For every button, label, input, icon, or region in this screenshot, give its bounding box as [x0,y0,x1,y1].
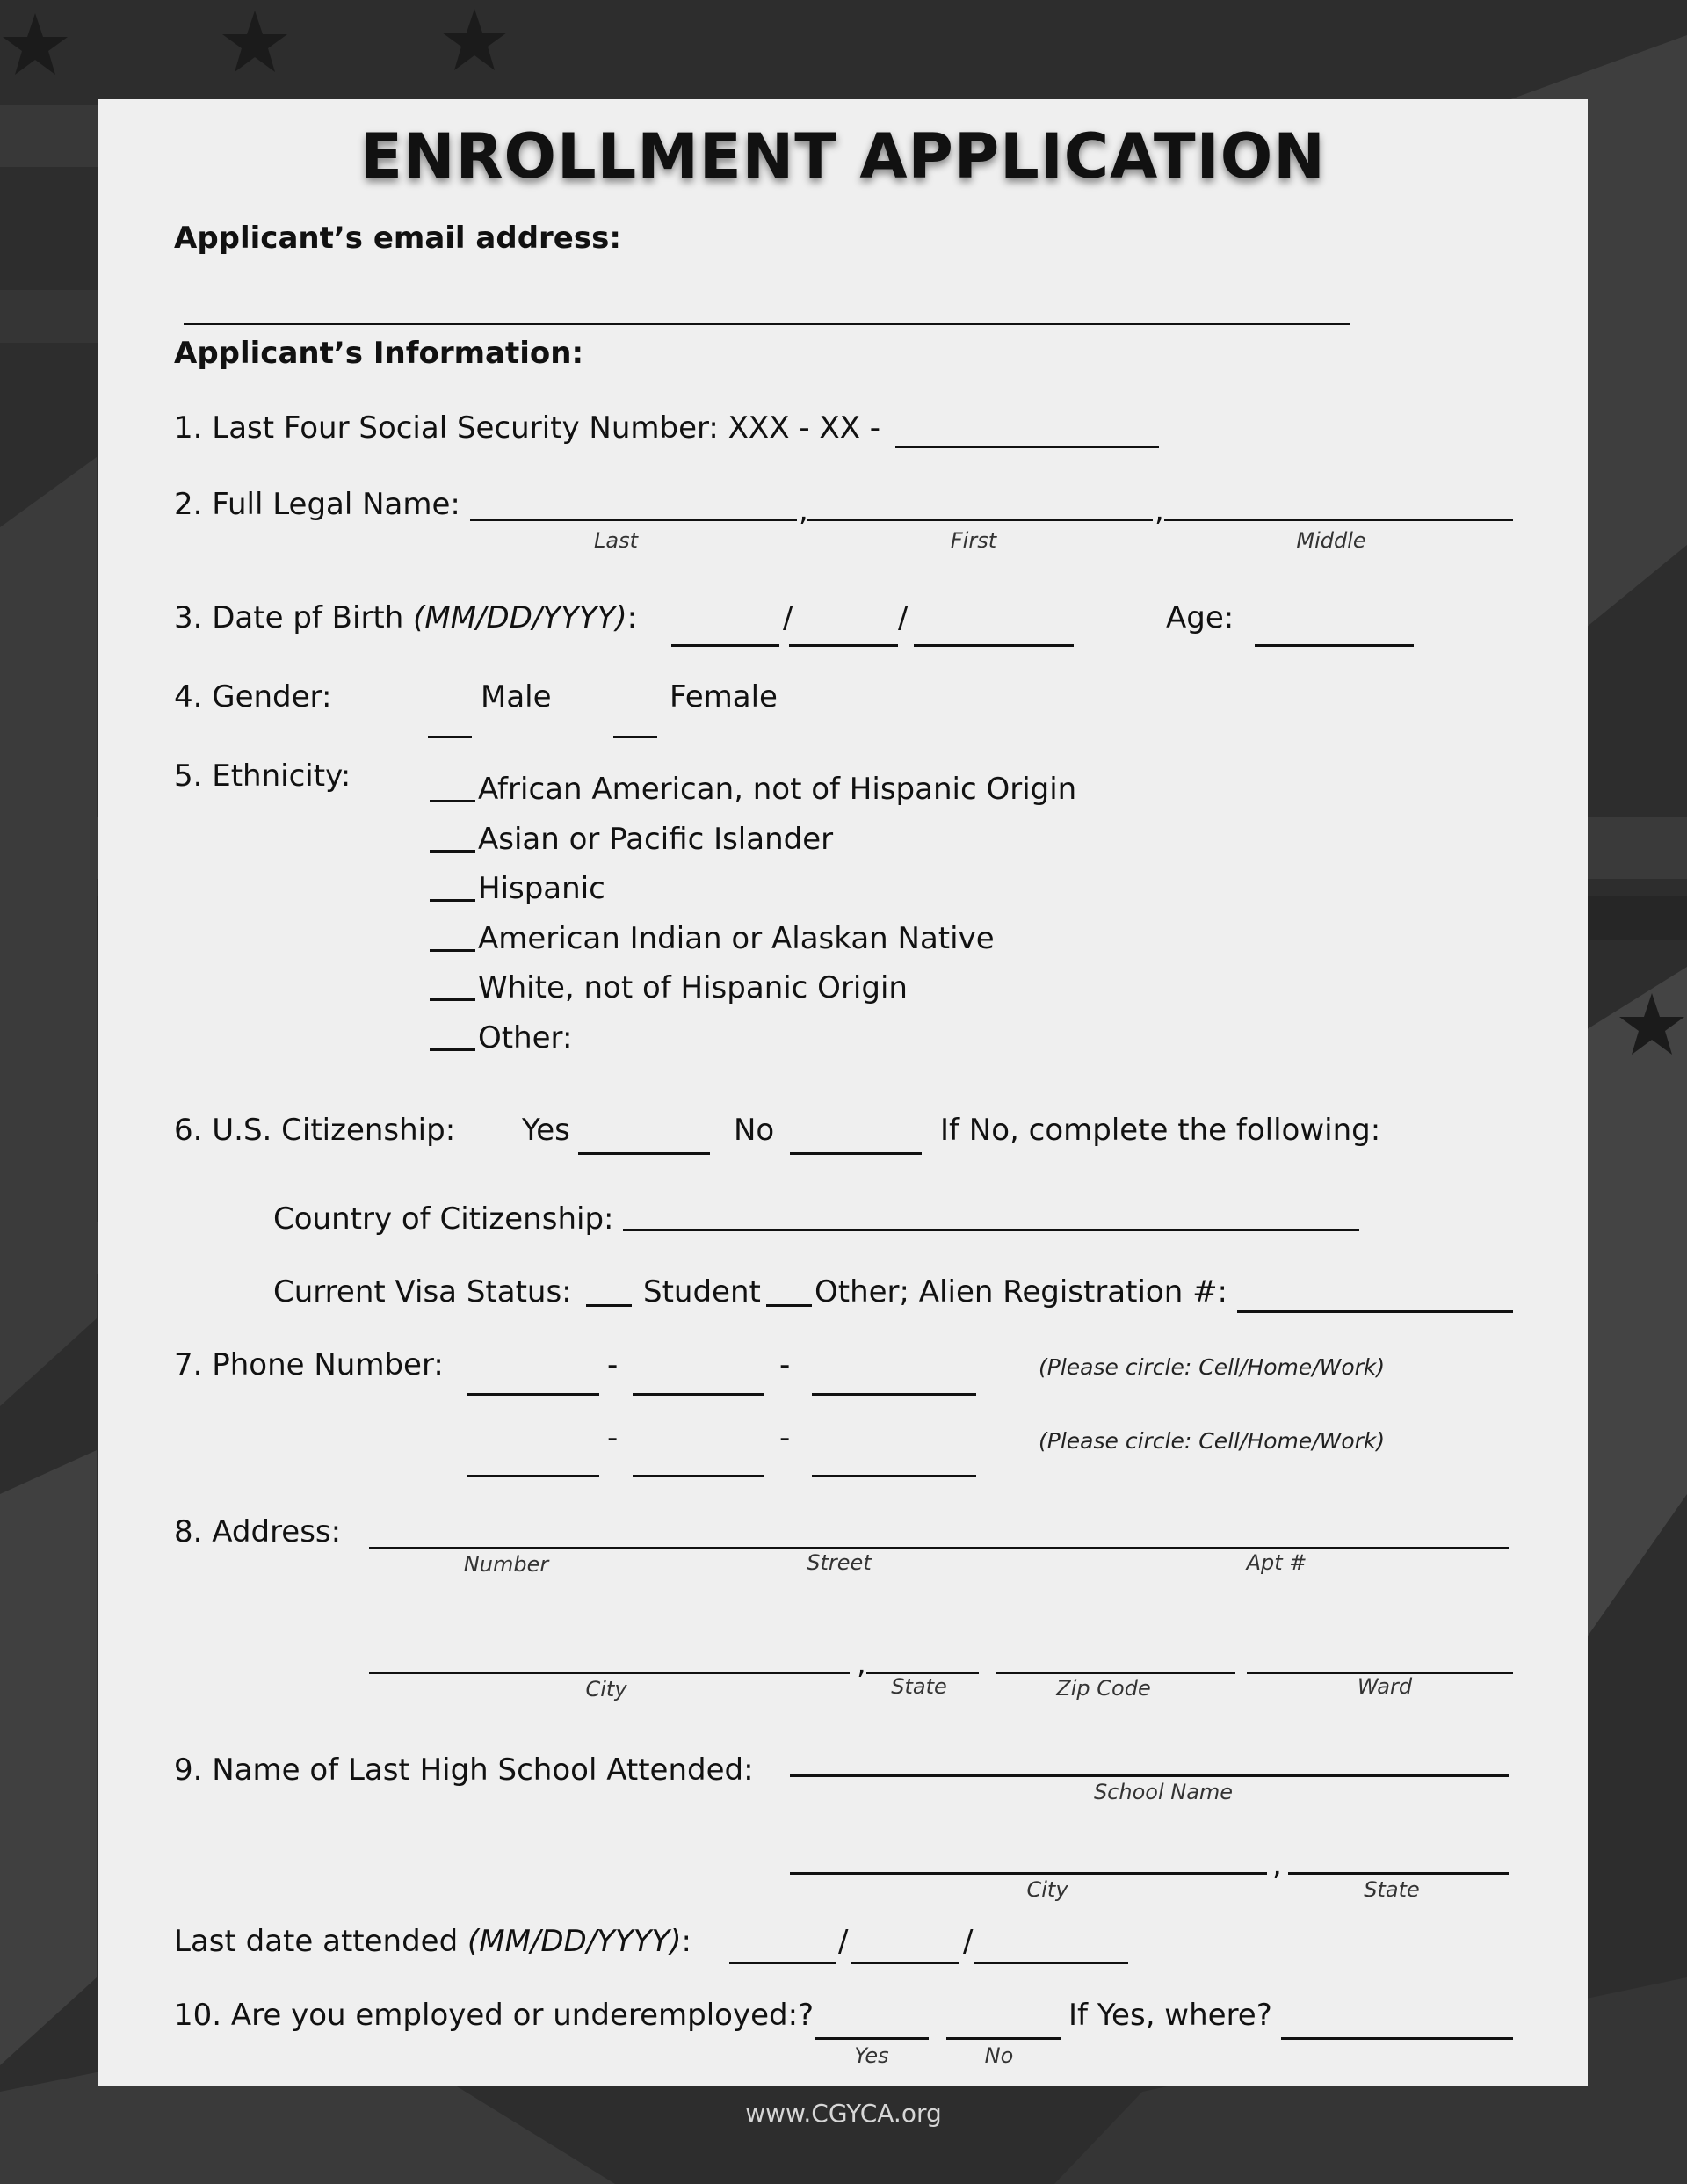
dob-month-input-line[interactable] [671,644,779,647]
dob-label: 3. Date pf Birth (MM/DD/YYYY): [174,600,638,635]
state-caption: State [891,1674,947,1699]
address-comma: , [857,1646,866,1681]
female-checkbox-line[interactable] [613,736,657,738]
phone-dash: - [607,1347,619,1382]
phone-prefix-input-line[interactable] [633,1475,764,1477]
dob-slash: / [783,600,793,635]
male-option: Male [481,679,552,715]
visa-student-checkbox-line[interactable] [586,1304,632,1307]
phone-dash: - [779,1347,791,1382]
name-comma: , [799,493,808,528]
ssn-label: 1. Last Four Social Security Number: XXX - XX - [174,410,881,446]
employment-if-yes: If Yes, where? [1068,1998,1272,2033]
school-city-input-line[interactable] [790,1872,1267,1875]
city-caption: City [585,1677,627,1701]
employment-yes-caption: Yes [854,2043,889,2068]
ward-caption: Ward [1357,1674,1413,1699]
email-label: Applicant’s email address: [174,221,621,256]
female-option: Female [670,679,778,715]
dob-day-input-line[interactable] [789,644,898,647]
employment-no-input-line[interactable] [946,2037,1061,2040]
apt-caption: Apt # [1246,1550,1307,1575]
last-date-day-input-line[interactable] [851,1962,959,1964]
visa-student: Student [643,1274,761,1310]
visa-other-checkbox-line[interactable] [766,1304,812,1307]
street-caption: Street [807,1550,872,1575]
ethnicity-checkbox-line[interactable] [430,899,475,902]
country-input-line[interactable] [623,1229,1359,1231]
last-date-label: Last date attended (MM/DD/YYYY): [174,1924,691,1959]
application-form [98,99,1588,2086]
phone-circle-note: (Please circle: Cell/Home/Work) [1039,1428,1386,1454]
ethnicity-option: Hispanic [478,871,605,906]
visa-other: Other; Alien Registration #: [815,1274,1228,1310]
ssn-input-line[interactable] [895,446,1159,448]
school-name-input-line[interactable] [790,1774,1509,1777]
website-footer: www.CGYCA.org [745,2099,942,2128]
street-address-input-line[interactable] [369,1547,1509,1549]
citizenship-label: 6. U.S. Citizenship: [174,1113,456,1148]
citizenship-yes-input-line[interactable] [578,1152,710,1155]
employment-yes-input-line[interactable] [815,2037,929,2040]
ethnicity-checkbox-line[interactable] [430,1048,475,1051]
middle-name-input-line[interactable] [1164,519,1513,521]
first-name-input-line[interactable] [807,519,1153,521]
last-date-month-input-line[interactable] [729,1962,836,1964]
last-name-input-line[interactable] [470,519,797,521]
ethnicity-option: American Indian or Alaskan Native [478,921,995,956]
ethnicity-option: White, not of Hispanic Origin [478,970,908,1005]
phone-circle-note: (Please circle: Cell/Home/Work) [1039,1354,1386,1380]
email-input-line[interactable] [184,323,1350,325]
info-heading: Applicant’s Information: [174,336,584,371]
phone-line-input-line[interactable] [812,1393,976,1396]
number-caption: Number [463,1552,549,1577]
ethnicity-option: Asian or Pacific Islander [478,822,834,857]
ethnicity-checkbox-line[interactable] [430,850,475,853]
ethnicity-option: African American, not of Hispanic Origin [478,772,1077,807]
citizenship-if-no: If No, complete the following: [940,1113,1381,1148]
first-caption: First [950,528,997,553]
phone-prefix-input-line[interactable] [633,1393,764,1396]
last-date-slash: / [963,1924,974,1959]
school-state-caption: State [1364,1877,1420,1902]
country-label: Country of Citizenship: [273,1201,614,1237]
school-state-input-line[interactable] [1288,1872,1509,1875]
city-input-line[interactable] [369,1672,850,1674]
phone-dash: - [779,1420,791,1455]
school-comma: , [1272,1847,1282,1883]
name-comma: , [1155,493,1164,528]
ethnicity-option: Other: [478,1020,573,1056]
citizenship-yes: Yes [522,1113,570,1148]
phone-label: 7. Phone Number: [174,1347,444,1382]
dob-slash: / [898,600,909,635]
address-label: 8. Address: [174,1514,342,1549]
ethnicity-checkbox-line[interactable] [430,998,475,1001]
full-name-label: 2. Full Legal Name: [174,487,460,522]
school-name-caption: School Name [1093,1780,1234,1804]
dob-year-input-line[interactable] [914,644,1074,647]
employment-label: 10. Are you employed or underemployed:? [174,1998,815,2033]
zip-caption: Zip Code [1056,1676,1151,1701]
employment-where-input-line[interactable] [1281,2037,1513,2040]
phone-line-input-line[interactable] [812,1475,976,1477]
phone-area-input-line[interactable] [467,1393,599,1396]
zip-input-line[interactable] [996,1672,1235,1674]
school-city-caption: City [1026,1877,1068,1902]
last-date-slash: / [838,1924,849,1959]
alien-registration-input-line[interactable] [1237,1310,1513,1313]
last-caption: Last [594,528,638,553]
ethnicity-checkbox-line[interactable] [430,949,475,952]
phone-area-input-line[interactable] [467,1475,599,1477]
middle-caption: Middle [1296,528,1366,553]
age-label: Age: [1166,600,1234,635]
last-date-year-input-line[interactable] [974,1962,1128,1964]
citizenship-no: No [734,1113,775,1148]
gender-label: 4. Gender: [174,679,332,715]
citizenship-no-input-line[interactable] [790,1152,922,1155]
age-input-line[interactable] [1255,644,1414,647]
form-title: ENROLLMENT APPLICATION [360,120,1326,192]
employment-no-caption: No [984,2043,1014,2068]
visa-label: Current Visa Status: [273,1274,572,1310]
high-school-label: 9. Name of Last High School Attended: [174,1752,754,1788]
ethnicity-checkbox-line[interactable] [430,800,475,802]
last-date-format: (MM/DD/YYYY) [467,1924,682,1959]
phone-dash: - [607,1420,619,1455]
dob-format: (MM/DD/YYYY) [413,600,627,635]
ethnicity-label: 5. Ethnicity: [174,758,351,794]
male-checkbox-line[interactable] [428,736,472,738]
